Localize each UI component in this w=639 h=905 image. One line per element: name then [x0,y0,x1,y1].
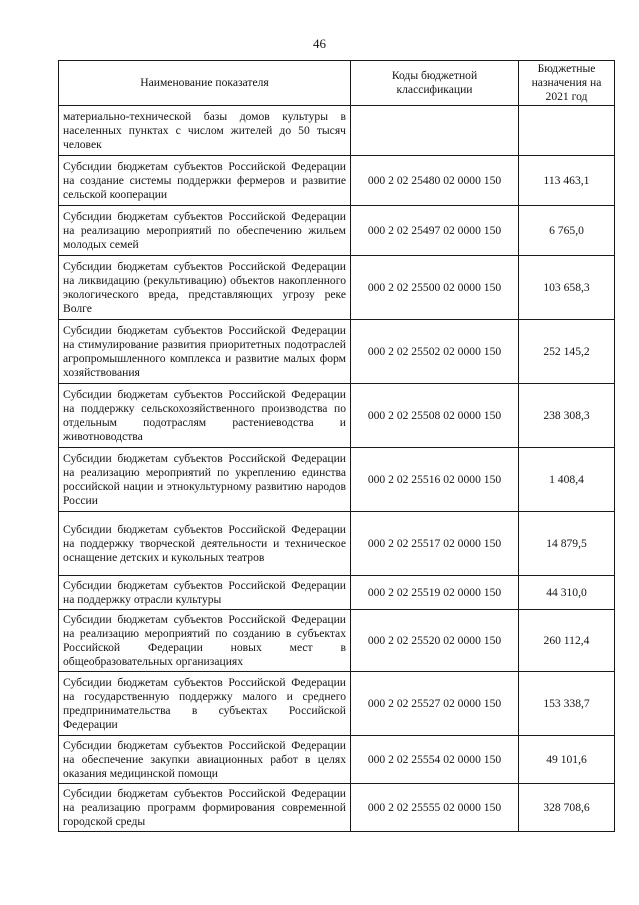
row-budget-code: 000 2 02 25519 02 0000 150 [351,576,519,610]
row-budget-amount: 103 658,3 [519,256,615,320]
row-budget-code: 000 2 02 25516 02 0000 150 [351,448,519,512]
row-indicator-name: Субсидии бюджетам субъектов Российской Федерации на ликвидацию (рекультивацию) объектов накопленного экологического вреда, представляющих угрозу реке Волге [59,256,351,320]
table-row [59,736,615,784]
row-indicator-name: Субсидии бюджетам субъектов Российской Федерации на стимулирование развития приоритетных подотраслей агропромышленного комплекса и развитие малых форм хозяйствования [59,320,351,384]
table-row [59,206,615,256]
row-budget-amount: 1 408,4 [519,448,615,512]
row-budget-amount [519,106,615,156]
row-budget-code: 000 2 02 25517 02 0000 150 [351,512,519,576]
row-budget-amount: 328 708,6 [519,784,615,832]
row-indicator-name: Субсидии бюджетам субъектов Российской Федерации на реализацию мероприятий по созданию в субъектах Российской Федерации новых мест в общеобразовательных организациях [59,610,351,672]
row-budget-code: 000 2 02 25527 02 0000 150 [351,672,519,736]
row-budget-code: 000 2 02 25520 02 0000 150 [351,610,519,672]
row-budget-code: 000 2 02 25508 02 0000 150 [351,384,519,448]
page-number: 46 [313,36,326,51]
row-budget-code: 000 2 02 25480 02 0000 150 [351,156,519,206]
row-budget-code: 000 2 02 25555 02 0000 150 [351,784,519,832]
row-indicator-name: материально-технической базы домов культуры в населенных пунктах с числом жителей до 50 тысяч человек [59,106,351,156]
row-budget-amount: 153 338,7 [519,672,615,736]
row-budget-amount: 6 765,0 [519,206,615,256]
row-indicator-name: Субсидии бюджетам субъектов Российской Федерации на создание системы поддержки фермеров и развитие сельской кооперации [59,156,351,206]
table-row [59,256,615,320]
row-budget-amount: 260 112,4 [519,610,615,672]
row-indicator-name: Субсидии бюджетам субъектов Российской Федерации на поддержку сельскохозяйственного производства по отдельным подотраслям растениеводства и животноводства [59,384,351,448]
table-row [59,448,615,512]
table-row [59,784,615,832]
row-budget-amount: 44 310,0 [519,576,615,610]
row-indicator-name: Субсидии бюджетам субъектов Российской Федерации на обеспечение закупки авиационных работ в целях оказания медицинской помощи [59,736,351,784]
row-budget-amount: 113 463,1 [519,156,615,206]
row-indicator-name: Субсидии бюджетам субъектов Российской Федерации на реализацию мероприятий по укреплению единства российской нации и этнокультурному развитию народов России [59,448,351,512]
row-indicator-name: Субсидии бюджетам субъектов Российской Федерации на поддержку отрасли культуры [59,576,351,610]
row-budget-code: 000 2 02 25500 02 0000 150 [351,256,519,320]
row-budget-code: 000 2 02 25497 02 0000 150 [351,206,519,256]
table-row [59,576,615,610]
table-row [59,672,615,736]
header-budget-codes: Коды бюджетной классификации [351,61,519,106]
row-indicator-name: Субсидии бюджетам субъектов Российской Федерации на реализацию программ формирования современной городской среды [59,784,351,832]
row-indicator-name: Субсидии бюджетам субъектов Российской Федерации на поддержку творческой деятельности и техническое оснащение детских и кукольных театров [59,512,351,576]
row-budget-amount: 49 101,6 [519,736,615,784]
row-budget-amount: 252 145,2 [519,320,615,384]
table-row [59,320,615,384]
row-budget-code [351,106,519,156]
row-budget-amount: 14 879,5 [519,512,615,576]
row-budget-code: 000 2 02 25554 02 0000 150 [351,736,519,784]
table-row [59,384,615,448]
table-row [59,156,615,206]
row-budget-code: 000 2 02 25502 02 0000 150 [351,320,519,384]
row-budget-amount: 238 308,3 [519,384,615,448]
header-indicator-name: Наименование показателя [59,61,351,106]
table-row [59,610,615,672]
table-header-row [59,61,615,106]
header-budget-amount: Бюджетные назначения на 2021 год [519,61,615,106]
table-row [59,512,615,576]
budget-table [58,60,615,832]
row-indicator-name: Субсидии бюджетам субъектов Российской Федерации на государственную поддержку малого и среднего предпринимательства в субъектах Российской Федерации [59,672,351,736]
row-indicator-name: Субсидии бюджетам субъектов Российской Федерации на реализацию мероприятий по обеспечению жильем молодых семей [59,206,351,256]
table-row [59,106,615,156]
